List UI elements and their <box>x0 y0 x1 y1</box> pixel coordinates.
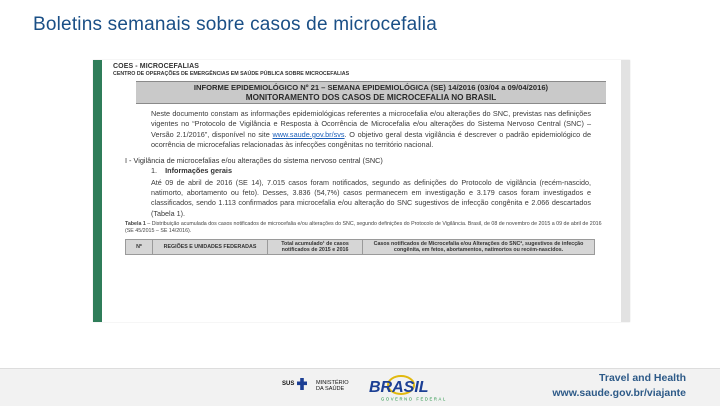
informe-header-box <box>136 81 606 104</box>
slide-title: Boletins semanais sobre casos de microcefalia <box>33 14 437 35</box>
table-caption-label: Tabela 1 <box>125 221 146 228</box>
brasil-government-logo <box>367 372 467 402</box>
intro-text-start: Neste documento constam as informações epidemiológicas referentes a microcefalia e/ou alterações do SNC, previstas nas definições vigentes no “Protocolo de Vigilância e Resposta à Ocorrência de Microcefalia e/ou alterações do Sistema Nervoso Central (SNC) – Versão 2.1/2016”, disponível no site <box>151 109 591 139</box>
travel-health-block <box>552 371 686 401</box>
table-caption <box>125 221 605 235</box>
table-header-regions: REGIÕES E UNIDADES FEDERADAS <box>153 239 268 254</box>
ministry-logo-text <box>316 380 349 392</box>
ministry-line-1: MINISTÉRIO <box>316 380 349 386</box>
travel-health-url[interactable]: www.saude.gov.br/viajante <box>552 387 686 399</box>
document-body <box>113 63 616 255</box>
ministry-line-2: DA SAÚDE <box>316 386 345 392</box>
table-caption-text: – Distribuição acumulada dos casos notificados de microcefalia e/ou alterações do SNC, segundo definições do Protocolo de Vigilância. Brasil, de 08 de novembro de 2015 a 09 de abril de 2016 (SE 45/2015 – SE 14/2016). <box>125 221 602 235</box>
table-header-number: Nº <box>126 239 153 254</box>
sus-cross-icon <box>297 377 307 391</box>
svs-link[interactable]: www.saude.gov.br/svs <box>272 129 345 139</box>
sus-logo-text: SUS <box>282 381 295 387</box>
document-screenshot <box>93 60 630 322</box>
intro-paragraph <box>151 109 591 151</box>
table-header-total: Total acumulado¹ de casos notificados de 2015 e 2016 <box>268 239 363 254</box>
brasil-logo-word: BRASIL <box>369 379 429 396</box>
travel-health-title: Travel and Health <box>599 372 686 384</box>
coes-subheading: CENTRO DE OPERAÇÕES DE EMERGÊNCIAS EM SAÚDE PÚBLICA SOBRE MICROCEFALIAS <box>113 71 350 77</box>
document-left-band <box>93 60 102 322</box>
table-header-notified: Casos notificados de Microcefalia e/ou Alterações do SNC², sugestivos de infecção congênita, em fetos, abortamentos, natimortos ou recém-nascidos. <box>363 239 595 254</box>
cases-table <box>125 239 595 255</box>
subsection-heading <box>151 166 616 175</box>
subsection-number: 1. <box>151 165 158 175</box>
document-right-band <box>621 60 630 322</box>
table-header-row <box>126 239 595 254</box>
intro-text-end: . O objetivo geral desta vigilância é descrever o padrão epidemiológico de ocorrência de microcefalias relacionadas às infecções congênitas no território nacional. <box>151 129 592 150</box>
brasil-logo-tagline: GOVERNO FEDERAL <box>381 396 447 402</box>
informe-subtitle: MONITORAMENTO DOS CASOS DE MICROCEFALIA NO BRASIL <box>245 93 497 102</box>
subsection-title: Informações gerais <box>165 165 233 175</box>
section-heading: I - Vigilância de microcefalias e/ou alterações do sistema nervoso central (SNC) <box>125 155 383 165</box>
coes-heading: COES - MICROCEFALIAS <box>113 63 200 70</box>
informe-title: INFORME EPIDEMIOLÓGICO Nº 21 – SEMANA EPIDEMIOLÓGICA (SE) 14/2016 (03/04 a 09/04/2016) <box>193 83 549 92</box>
general-info-paragraph: Até 09 de abril de 2016 (SE 14), 7.015 casos foram notificados, segundo as definições do Protocolo de vigilância (recém-nascido, natimorto, abortamento ou feto). Desses, 3.836 (54,7%) casos permanecem em investigação e 3.179 casos foram investigados e classificados, sendo 1.113 confirmados para microcefalia e/ou alteração do SNC sugestivos de infecção congênita e 2.066 descartados (Tabela 1). <box>151 177 591 218</box>
